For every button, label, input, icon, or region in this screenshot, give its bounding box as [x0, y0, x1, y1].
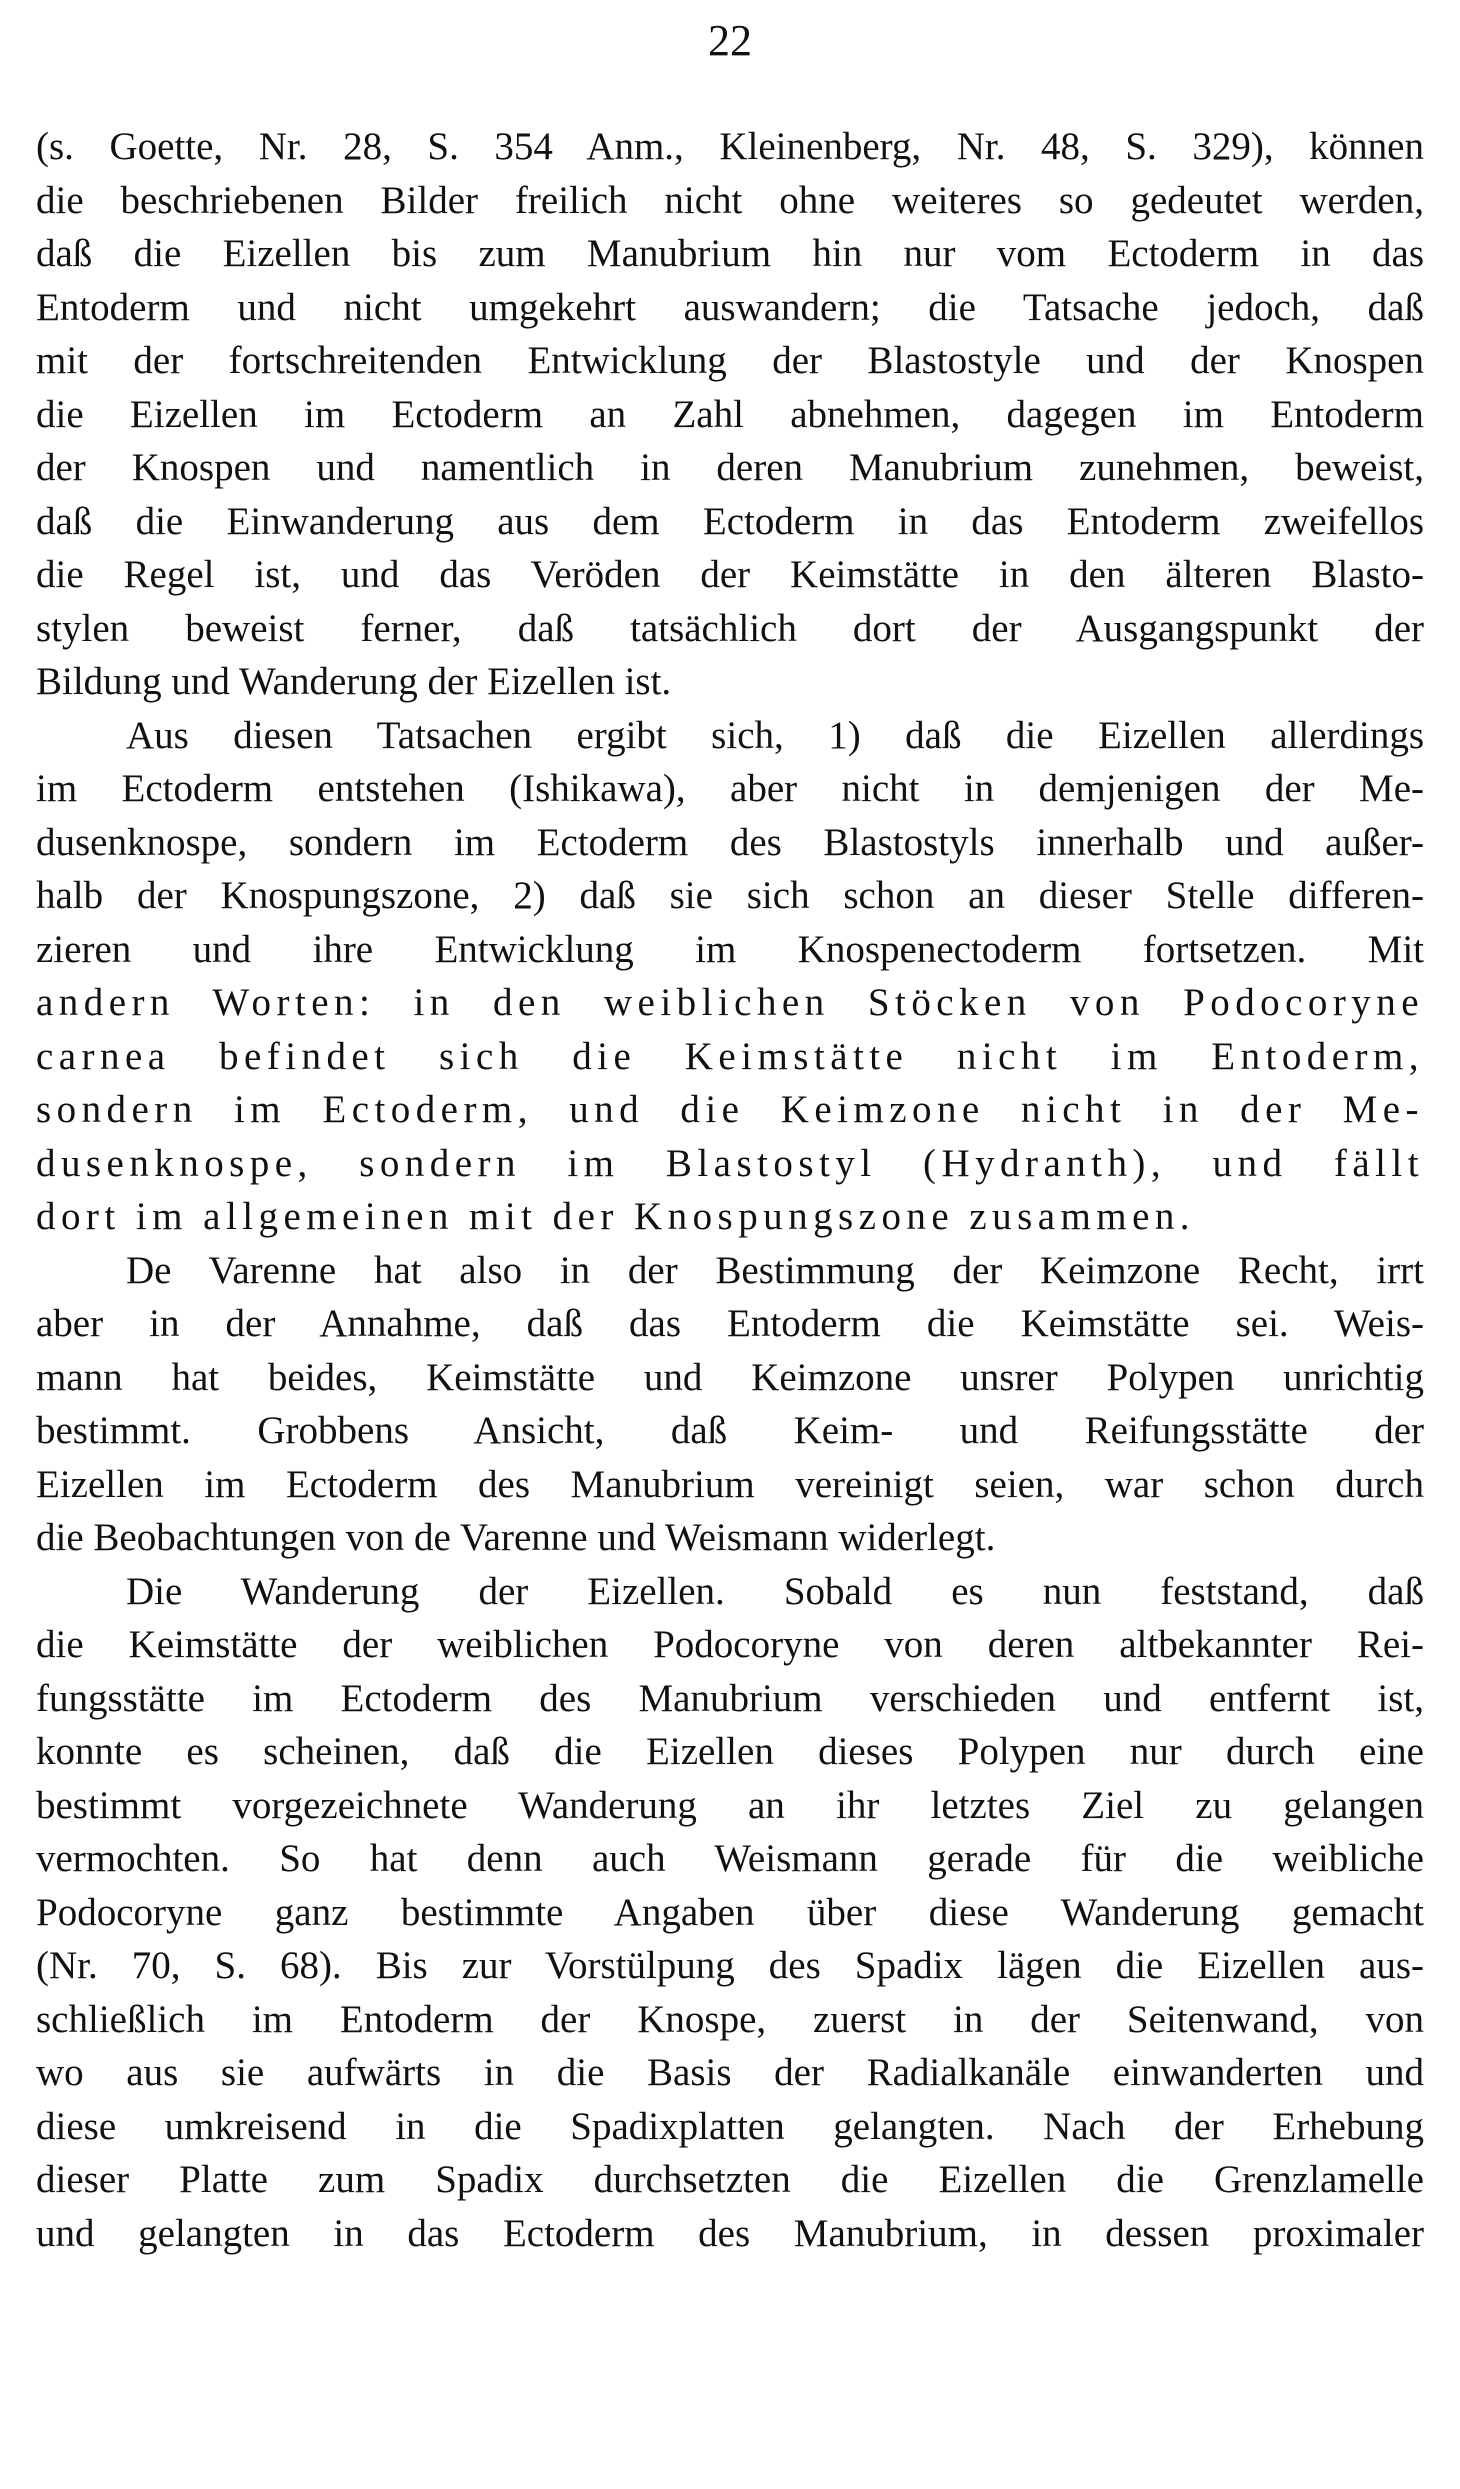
text-line: Podocoryne ganz bestimmte Angaben über diese Wanderung gemacht: [36, 1890, 1424, 1934]
text-line: dusenknospe, sondern im Ectoderm des Blastostyls innerhalb und außer-: [36, 820, 1424, 864]
text-line: carnea befindet sich die Keimstätte nicht im Entoderm,: [36, 1034, 1424, 1078]
paragraph-2: [36, 709, 1424, 1244]
text-line: mann hat beides, Keimstätte und Keimzone unsrer Polypen unrichtig: [36, 1355, 1424, 1399]
text-line: die Keimstätte der weiblichen Podocoryne von deren altbekannter Rei-: [36, 1623, 1424, 1666]
text-line: stylen beweist ferner, daß tatsächlich dort der Ausgangspunkt der: [36, 606, 1424, 650]
text-line: die Eizellen im Ectoderm an Zahl abnehmen, dagegen im Entoderm: [36, 392, 1424, 436]
body-text: [36, 120, 1424, 2260]
text-line: der Knospen und namentlich in deren Manubrium zunehmen, beweist,: [36, 446, 1424, 489]
text-line: die Regel ist, und das Veröden der Keimstätte in den älteren Blasto-: [36, 553, 1424, 596]
text-line: bestimmt. Grobbens Ansicht, daß Keim- und Reifungsstätte der: [36, 1409, 1424, 1452]
text-line: im Ectoderm entstehen (Ishikawa), aber nicht in demjenigen der Me-: [36, 767, 1424, 810]
text-line: Die Wanderung der Eizellen. Sobald es nun feststand, daß: [126, 1569, 1424, 1613]
text-line: mit der fortschreitenden Entwicklung der Blastostyle und der Knospen: [36, 339, 1424, 382]
page-number: 22: [708, 16, 752, 65]
text-line: De Varenne hat also in der Bestimmung der Keimzone Recht, irrt: [126, 1248, 1424, 1292]
text-line: dort im allgemeinen mit der Knospungszone zusammen.: [36, 1195, 1196, 1238]
paragraph-3: [36, 1244, 1424, 1565]
text-line: Bildung und Wanderung der Eizellen ist.: [36, 660, 672, 703]
text-line: fungsstätte im Ectoderm des Manubrium verschieden und entfernt ist,: [36, 1676, 1424, 1720]
text-line: diese umkreisend in die Spadixplatten gelangten. Nach der Erhebung: [36, 2104, 1424, 2148]
text-line: zieren und ihre Entwicklung im Knospenectoderm fortsetzen. Mit: [36, 927, 1424, 971]
text-line: daß die Eizellen bis zum Manubrium hin nur vom Ectoderm in das: [36, 232, 1424, 275]
paragraph-4: [36, 1565, 1424, 2261]
text-line: (s. Goette, Nr. 28, S. 354 Anm., Kleinenberg, Nr. 48, S. 329), können: [36, 125, 1424, 168]
text-line: die Beobachtungen von de Varenne und Weismann widerlegt.: [36, 1516, 996, 1559]
text-line: halb der Knospungszone, 2) daß sie sich schon an dieser Stelle differen-: [36, 874, 1424, 917]
text-line: daß die Einwanderung aus dem Ectoderm in das Entoderm zweifellos: [36, 499, 1424, 543]
text-line: wo aus sie aufwärts in die Basis der Radialkanäle einwanderten und: [36, 2051, 1424, 2094]
text-line: schließlich im Entoderm der Knospe, zuerst in der Seitenwand, von: [36, 1997, 1424, 2041]
text-line: (Nr. 70, S. 68). Bis zur Vorstülpung des Spadix lägen die Eizellen aus-: [36, 1944, 1424, 1987]
text-line: die beschriebenen Bilder freilich nicht ohne weiteres so gedeutet werden,: [36, 178, 1424, 222]
text-line: aber in der Annahme, daß das Entoderm die Keimstätte sei. Weis-: [36, 1302, 1424, 1345]
text-line: dieser Platte zum Spadix durchsetzten die Eizellen die Grenzlamelle: [36, 2158, 1424, 2201]
text-line: konnte es scheinen, daß die Eizellen dieses Polypen nur durch eine: [36, 1730, 1424, 1773]
text-line: Eizellen im Ectoderm des Manubrium vereinigt seien, war schon durch: [36, 1462, 1424, 1506]
text-line: dusenknospe, sondern im Blastostyl (Hydranth), und fällt: [36, 1141, 1424, 1185]
text-line: vermochten. So hat denn auch Weismann gerade für die weibliche: [36, 1837, 1424, 1880]
text-line: Aus diesen Tatsachen ergibt sich, 1) daß die Eizellen allerdings: [126, 713, 1424, 757]
text-line: Entoderm und nicht umgekehrt auswandern; die Tatsache jedoch, daß: [36, 285, 1424, 329]
text-line: sondern im Ectoderm, und die Keimzone nicht in der Me-: [36, 1088, 1424, 1131]
paragraph-1: [36, 120, 1424, 709]
text-line: andern Worten: in den weiblichen Stöcken von Podocoryne: [36, 981, 1424, 1024]
text-line: bestimmt vorgezeichnete Wanderung an ihr letztes Ziel zu gelangen: [36, 1783, 1424, 1827]
text-line: und gelangten in das Ectoderm des Manubrium, in dessen proximaler: [36, 2211, 1424, 2255]
